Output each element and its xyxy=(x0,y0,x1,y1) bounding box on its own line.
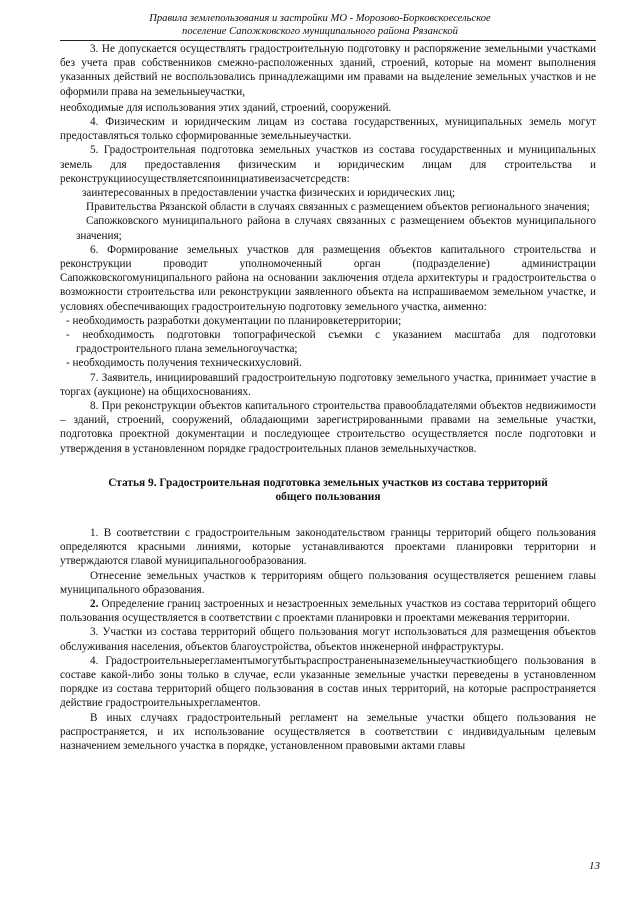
paragraph-8: 8. При реконструкции объектов капитального строительства правообладателями объектов недвижимости – зданий, строений, сооружений, обладающими зарегистрированными правами на земельные участки, подготовка проектной документации и последующее строительство осуществляется после подготовки и утверждения в установленном порядке градостроительных планов земельныхучастков. xyxy=(60,400,596,455)
header-rule xyxy=(60,40,596,41)
header-line-2: поселение Сапожковского муниципального района Рязанской xyxy=(182,26,458,37)
article-9-title: Статья 9. Градостроительная подготовка земельных участков из состава территорий общего пользования xyxy=(108,476,548,503)
paragraph-4: 4. Физическим и юридическим лицам из состава государственных, муниципальных земель могут предоставляться только сформированные земельныеучастки. xyxy=(60,116,596,143)
paragraph-5-item-a: заинтересованных в предоставлении участка физических и юридических лиц; xyxy=(82,187,456,200)
article-paragraph-4: 4. Градостроительныерегламентымогутбытьраспространеныназемельныеучасткиобщего пользования в составе какой-либо зоны только в случае, если указанные земельные участки переведены в установленном порядке из состава территорий общего пользования в состав иных территорий, на которые распространяется действие градостроительныхрегламентов. xyxy=(60,654,596,710)
paragraph-6: 6. Формирование земельных участков для размещения объектов капитального строительства и реконструкции проводит уполномоченный орган (подразделение) администрации Сапожковскогомуниципального района на основании заключения отдела архитектуры и градостроительства о возможности строительства или реконструкции заявленного объекта на испрашиваемом земельном участке, и условиях обеспечивающих градостроительную подготовку земельного участка, аименно: xyxy=(60,243,596,313)
article-paragraph-2-text: Определение границ застроенных и незастроенных земельных участков из состава территорий общего пользования осуществляется в соответствии с проектами планировки и проектами межевания территории. xyxy=(60,597,596,625)
document-body xyxy=(60,42,596,753)
paragraph-6-item-b: - необходимость подготовки топографической съемки с указанием масштаба для подготовки градостроительного плана земельногоучастка; xyxy=(66,329,596,356)
header-line-1: Правила землепользования и застройки МО - Морозово-Борковскоесельское xyxy=(149,13,491,24)
page-number: 13 xyxy=(589,860,600,872)
paragraph-3: 3. Не допускается осуществлять градостроительную подготовку и распоряжение земельными участками без учета прав собственников смежно-расположенных зданий, строений, которые на момент выполнения указанных действий не воспользовались принадлежащими им правами на выделение земельных участков и не оформили права на земельныеучастки, xyxy=(60,43,596,98)
article-paragraph-5: В иных случаях градостроительный регламент на земельные участки общего пользования не распространяется, и их использование осуществляется в соответствии с индивидуальным целевым назначением земельного участка в порядке, установленном правовыми актами главы xyxy=(60,711,596,752)
paragraph-5: 5. Градостроительная подготовка земельных участков из состава государственных и муниципальных земель для предоставления физическим и юридическим лицам для строительства и реконструкцииосуществляетсяпоинициативеизасчетсредств: xyxy=(60,144,596,185)
article-paragraph-2-number: 2. xyxy=(90,597,99,610)
article-paragraph-2 xyxy=(60,597,596,625)
paragraph-3-continued: необходимые для использования этих зданий, строений, сооружений. xyxy=(60,101,392,114)
paragraph-5-item-c: Сапожковского муниципального района в случаях связанных с размещением объектов муниципального значения; xyxy=(76,215,596,242)
paragraph-5-item-b: Правительства Рязанской области в случаях связанных с размещением объектов регионального значения; xyxy=(86,201,590,214)
paragraph-6-item-c: - необходимость получения техническихусловий. xyxy=(66,357,302,370)
paragraph-7: 7. Заявитель, инициировавший градостроительную подготовку земельного участка, принимает участие в торгах (аукционе) на общихоснованиях. xyxy=(60,371,596,398)
article-paragraph-1-continued: Отнесение земельных участков к территориям общего пользования осуществляется решением главы муниципального образования. xyxy=(60,569,596,596)
running-header xyxy=(60,12,580,38)
article-paragraph-1: 1. В соответствии с градостроительным законодательством границы территорий общего пользования определяются красными линиями, которые устанавливаются проектами планировки территории и утверждаются главой муниципальногообразования. xyxy=(60,526,596,568)
paragraph-6-item-a: - необходимость разработки документации по планировкетерритории; xyxy=(66,314,402,327)
article-paragraph-3: 3. Участки из состава территорий общего пользования могут использоваться для размещения объектов обслуживания населения, объектов благоустройства, объектов инженерной инфраструктуры. xyxy=(60,626,596,653)
